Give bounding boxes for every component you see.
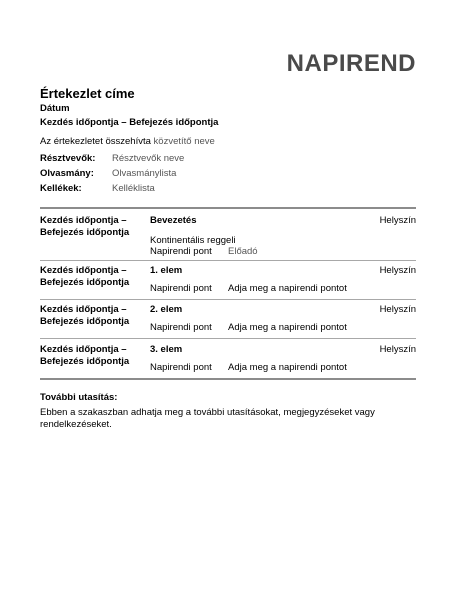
meeting-organizer [40,136,215,147]
item-divider [40,338,416,339]
document-title: NAPIREND [286,50,416,77]
agenda-item-title: 2. elem [150,304,183,315]
info-label: Résztvevők: [40,153,96,164]
agenda-item [40,344,416,376]
agenda-item-description: Adja meg a napirendi pontot [228,283,347,294]
section-divider [40,207,416,209]
info-row-attendees [40,153,420,167]
meeting-title: Értekezlet címe [40,86,135,101]
time-line: Befejezés időpontja [40,316,130,327]
time-line: Kezdés időpontja – [40,304,127,315]
agenda-item [40,304,416,336]
agenda-item-title: Bevezetés [150,215,197,226]
time-line: Kezdés időpontja – [40,215,127,226]
agenda-item-time [40,344,140,368]
meeting-date: Dátum [40,103,70,114]
info-value: Kelléklista [112,183,155,194]
agenda-item-description: Adja meg a napirendi pontot [228,322,347,333]
info-row-supplies [40,183,420,197]
agenda-item [40,215,416,260]
agenda-item-title: 1. elem [150,265,183,276]
info-row-reading [40,168,420,182]
agenda-item-point: Napirendi pont [150,322,212,333]
agenda-item-point: Napirendi pont [150,362,212,373]
organizer-label: Az értekezletet összehívta [40,136,151,147]
organizer-value: közvetítő neve [153,136,215,147]
agenda-item-location: Helyszín [379,304,416,315]
agenda-item-time [40,265,140,289]
time-line: Kezdés időpontja – [40,265,127,276]
agenda-item-presenter: Előadó [228,246,258,257]
additional-instructions-heading: További utasítás: [40,392,118,403]
item-divider [40,260,416,261]
agenda-item-detail: Kontinentális reggeli [150,235,236,246]
agenda-item-time [40,304,140,328]
section-divider [40,378,416,380]
agenda-item-time [40,215,140,239]
meeting-time-range: Kezdés időpontja – Befejezés időpontja [40,117,219,128]
agenda-item-location: Helyszín [379,344,416,355]
item-divider [40,299,416,300]
agenda-item-point: Napirendi pont [150,283,212,294]
additional-instructions-text: Ebben a szakaszban adhatja meg a további utasításokat, megjegyzéseket vagy rendelkezéseket. [40,407,375,430]
agenda-item-location: Helyszín [379,265,416,276]
info-value: Résztvevők neve [112,153,185,164]
info-label: Olvasmány: [40,168,94,179]
info-label: Kellékek: [40,183,82,194]
agenda-item-location: Helyszín [379,215,416,226]
time-line: Befejezés időpontja [40,227,130,238]
agenda-item-point: Napirendi pont [150,246,212,257]
info-value: Olvasmánylista [112,168,177,179]
time-line: Kezdés időpontja – [40,344,127,355]
agenda-item [40,265,416,297]
time-line: Befejezés időpontja [40,277,130,288]
time-line: Befejezés időpontja [40,356,130,367]
agenda-item-description: Adja meg a napirendi pontot [228,362,347,373]
agenda-item-title: 3. elem [150,344,183,355]
